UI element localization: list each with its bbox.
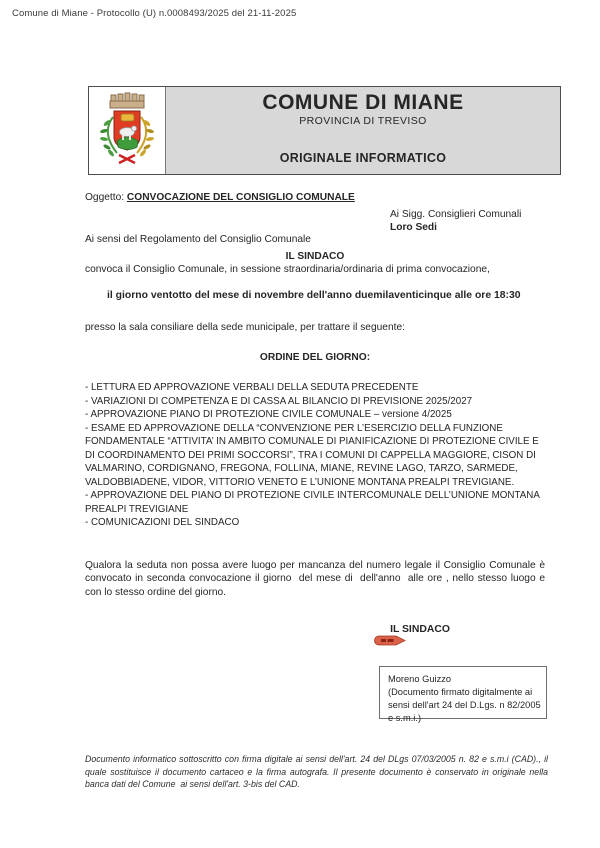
second-call-paragraph: Qualora la seduta non possa avere luogo per mancanza del numero legale il Consiglio Comunale è convocato in seconda convocazione il giorno del mese di dell'anno alle ore , nello stesso luogo e con lo stesso ordine del giorno. <box>85 560 545 598</box>
agenda-list <box>85 381 551 530</box>
intro-line: Ai sensi del Regolamento del Consiglio Comunale <box>85 234 311 245</box>
agenda-heading: ORDINE DEL GIORNO: <box>259 352 371 363</box>
agenda-item: - APPROVAZIONE PIANO DI PROTEZIONE CIVILE COMUNALE – versione 4/2025 <box>85 409 452 420</box>
recipients-line2: Loro Sedi <box>390 222 437 234</box>
agenda-item: - ESAME ED APPROVAZIONE DELLA “CONVENZIONE PER L’ESERCIZIO DELLA FUNZIONE FONDAMENTALE “ATTIVITA’ IN AMBITO COMUNALE DI PIANIFICAZIONE DI PROTEZIONE CIVILE E DI COORDINAMENTO DEI PRIMI SOCCORSI”, TRA I COMUNI DI CAPPELLA MAGGIORE, CISON DI VALMARINO, CORDIGNANO, FREGONA, FOLLINA, MIANE, REVINE LAGO, TARZO, SARMEDE, VALDOBBIADENE, VIDOR, VITTORIO VENETO E L’UNIONE MONTANA PREALPI TREVIGIANE. <box>85 422 539 488</box>
crown-icon <box>110 93 144 108</box>
ribbon-icon <box>119 155 135 163</box>
recipients-block <box>390 208 521 235</box>
signature-heading: IL SINDACO <box>390 624 450 635</box>
venue-line: presso la sala consiliare della sede municipale, per trattare il seguente: <box>85 322 405 333</box>
protocol-line: Comune di Miane - Protocollo (U) n.0008493/2025 del 21-11-2025 <box>12 8 297 19</box>
crest-cell <box>89 87 166 174</box>
agenda-item: - APPROVAZIONE DEL PIANO DI PROTEZIONE CIVILE INTERCOMUNALE DELL’UNIONE MONTANA PREALPI TREVIGIANE <box>85 490 540 515</box>
letterhead-title-cell <box>166 87 560 174</box>
agenda-item: - LETTURA ED APPROVAZIONE VERBALI DELLA SEDUTA PRECEDENTE <box>85 382 419 393</box>
subject-value: CONVOCAZIONE DEL CONSIGLIO COMUNALE <box>126 192 355 203</box>
letterhead-box <box>88 86 561 175</box>
municipality-name: COMUNE DI MIANE <box>262 91 464 114</box>
mayor-heading: IL SINDACO <box>285 251 345 262</box>
agenda-item: - COMUNICAZIONI DEL SINDACO <box>85 517 240 528</box>
digital-signature-note: (Documento firmato digitalmente ai sensi dell'art 24 del D.Lgs. n 82/2005 e s.m.i.) <box>388 687 541 723</box>
session-date-line: il giorno ventotto del mese di novembre dell'anno duemilaventicinque alle ore 18:30 <box>107 290 521 301</box>
recipients-line1: Ai Sigg. Consiglieri Comunali <box>390 209 522 220</box>
province-name: PROVINCIA DI TREVISO <box>299 115 427 127</box>
shield-icon <box>114 111 140 150</box>
signature-box <box>379 666 547 723</box>
miane-coat-of-arms-icon <box>97 91 157 171</box>
signer-name: Moreno Guizzo <box>388 674 452 684</box>
document-type-label: ORIGINALE INFORMATICO <box>279 151 447 165</box>
signature-stamp-icon <box>374 635 406 646</box>
subject-line <box>85 192 355 203</box>
subject-label: Oggetto: <box>85 192 127 203</box>
legal-footer-note: Documento informatico sottoscritto con firma digitale ai sensi dell'art. 24 del DLgs 07/03/2005 n. 82 e s.m.i (CAD)., il quale sostituisce il documento cartaceo e la firma autografa. Il presente documento è conservato in originale nella banca dati del Comune ai sensi dell'art. 3-bis del CAD. <box>85 754 548 790</box>
convocation-line: convoca il Consiglio Comunale, in sessione straordinaria/ordinaria di prima convocazione, <box>85 264 490 275</box>
agenda-item: - VARIAZIONI DI COMPETENZA E DI CASSA AL BILANCIO DI PREVISIONE 2025/2027 <box>85 395 473 407</box>
